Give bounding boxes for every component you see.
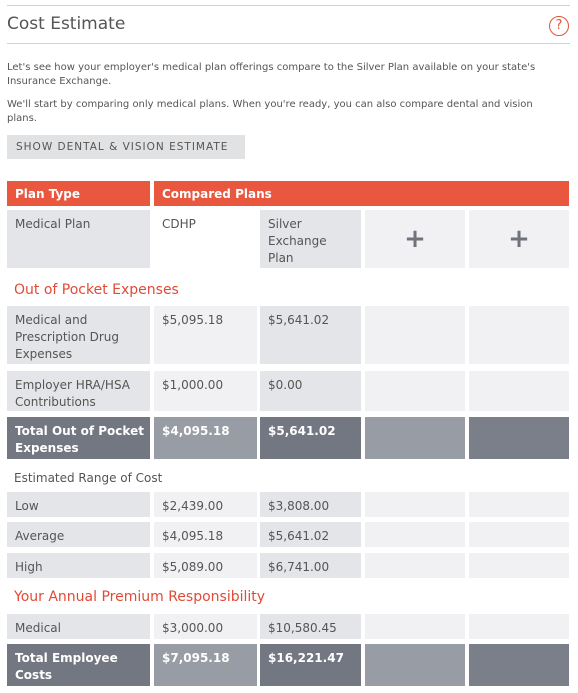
row-value-cdhp: $1,000.00 xyxy=(154,371,257,411)
row-label-employer-hra: Employer HRA/HSA Contributions xyxy=(7,371,150,411)
plan-cdhp: CDHP xyxy=(154,210,257,268)
range-high-silver: $6,741.00 xyxy=(260,553,361,578)
top-divider xyxy=(7,5,570,6)
title-divider xyxy=(7,43,570,44)
range-low-silver: $3,808.00 xyxy=(260,492,361,517)
empty-cell xyxy=(469,417,569,459)
empty-cell xyxy=(469,553,569,578)
range-label-low: Low xyxy=(7,492,150,517)
plan-row-label: Medical Plan xyxy=(7,210,150,268)
empty-cell xyxy=(365,306,465,364)
empty-cell xyxy=(365,417,465,459)
empty-cell xyxy=(365,371,465,411)
total-oop-cdhp: $4,095.18 xyxy=(154,417,257,459)
section-out-of-pocket: Out of Pocket Expenses xyxy=(14,282,179,298)
empty-cell xyxy=(365,492,465,517)
empty-cell xyxy=(365,553,465,578)
intro-text-1: Let's see how your employer's medical plan offerings compare to the Silver Plan available on your state's Insurance Exchange. xyxy=(7,62,536,87)
premium-cdhp: $3,000.00 xyxy=(154,614,257,639)
empty-cell xyxy=(365,614,465,639)
range-title: Estimated Range of Cost xyxy=(14,471,163,485)
empty-cell xyxy=(469,306,569,364)
range-label-high: High xyxy=(7,553,150,578)
add-plan-button[interactable]: + xyxy=(365,210,465,268)
total-employee-silver: $16,221.47 xyxy=(260,644,361,686)
empty-cell xyxy=(469,644,569,686)
row-value-cdhp: $5,095.18 xyxy=(154,306,257,364)
empty-cell xyxy=(469,522,569,547)
row-value-silver: $5,641.02 xyxy=(260,306,361,364)
premium-silver: $10,580.45 xyxy=(260,614,361,639)
empty-cell xyxy=(365,644,465,686)
col-header-plan-type: Plan Type xyxy=(7,181,150,206)
intro-text-2: We'll start by comparing only medical plans. When you're ready, you can also compare dental and vision plans. xyxy=(7,99,533,124)
row-value-silver: $0.00 xyxy=(260,371,361,411)
range-label-average: Average xyxy=(7,522,150,547)
empty-cell xyxy=(469,371,569,411)
total-oop-label: Total Out of Pocket Expenses xyxy=(7,417,150,459)
plan-silver-exchange: Silver Exchange Plan xyxy=(260,210,361,268)
total-employee-cdhp: $7,095.18 xyxy=(154,644,257,686)
col-header-compared-plans: Compared Plans xyxy=(154,181,569,206)
total-oop-silver: $5,641.02 xyxy=(260,417,361,459)
add-plan-button-2[interactable]: + xyxy=(469,210,569,268)
range-average-silver: $5,641.02 xyxy=(260,522,361,547)
range-average-cdhp: $4,095.18 xyxy=(154,522,257,547)
total-employee-label: Total Employee Costs xyxy=(7,644,150,686)
range-high-cdhp: $5,089.00 xyxy=(154,553,257,578)
empty-cell xyxy=(469,614,569,639)
premium-label-medical: Medical xyxy=(7,614,150,639)
section-premium: Your Annual Premium Responsibility xyxy=(14,589,266,605)
row-label-medical-rx: Medical and Prescription Drug Expenses xyxy=(7,306,150,364)
help-icon[interactable]: ? xyxy=(549,16,569,36)
empty-cell xyxy=(469,492,569,517)
page-title: Cost Estimate xyxy=(7,14,126,34)
range-low-cdhp: $2,439.00 xyxy=(154,492,257,517)
empty-cell xyxy=(365,522,465,547)
show-dental-vision-button[interactable]: SHOW DENTAL & VISION ESTIMATE xyxy=(7,135,245,159)
